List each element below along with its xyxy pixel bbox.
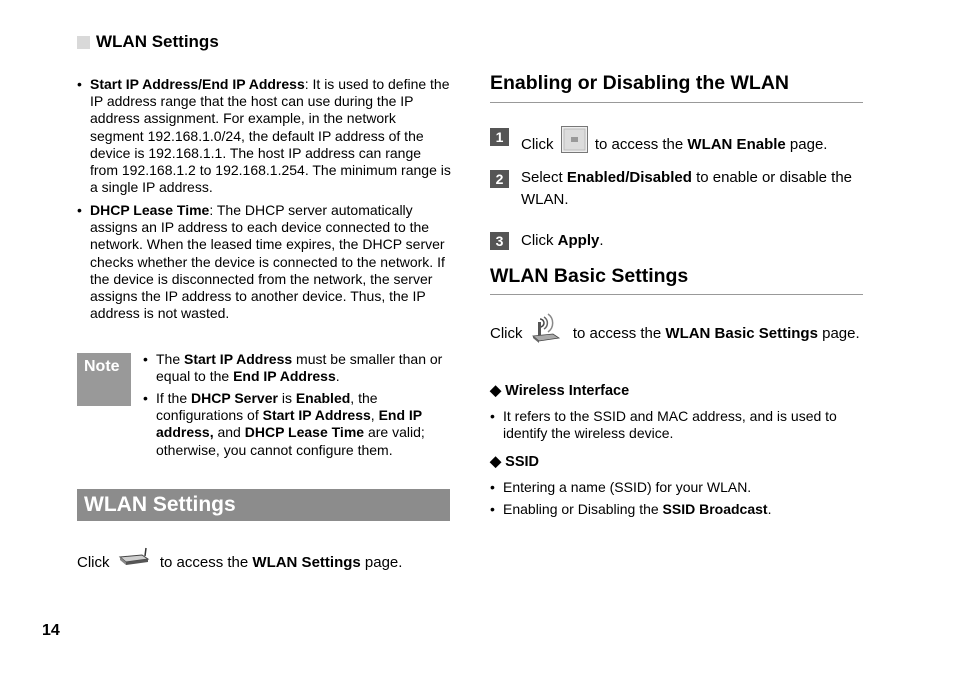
bullet-term: DHCP Lease Time bbox=[90, 202, 210, 218]
step-3 bbox=[521, 230, 604, 252]
wlan-settings-click-line bbox=[77, 547, 402, 571]
note-span: , the configurations of bbox=[156, 390, 378, 424]
bullet-bold: SSID Broadcast bbox=[662, 501, 768, 517]
note-span: must be smaller than or equal to the bbox=[156, 351, 443, 385]
note-bold: DHCP Lease Time bbox=[244, 424, 365, 441]
note-label: Note bbox=[77, 353, 131, 406]
note-bold: DHCP Server bbox=[191, 390, 278, 406]
note-item-2 bbox=[143, 390, 443, 459]
heading-divider bbox=[490, 102, 863, 103]
note-bold: End IP Address bbox=[233, 368, 336, 385]
header-marker-icon bbox=[77, 36, 90, 49]
subsection-title: SSID bbox=[505, 454, 539, 470]
click-text: Click bbox=[490, 325, 523, 342]
step-number: 1 bbox=[490, 128, 509, 146]
note-bold: Start IP Address bbox=[262, 407, 371, 424]
basic-click-line bbox=[490, 312, 862, 344]
enable-wlan-heading: Enabling or Disabling the WLAN bbox=[490, 72, 789, 94]
wlan-enable-icon[interactable] bbox=[561, 126, 588, 153]
wireless-interface-bullet bbox=[490, 408, 862, 442]
step-number: 2 bbox=[490, 170, 509, 188]
note-bold: Start IP Address bbox=[184, 351, 293, 367]
note-bold: End IP address, bbox=[156, 407, 422, 441]
bullet-span: . bbox=[767, 501, 772, 517]
section-header bbox=[77, 32, 219, 52]
bullet-term: Start IP Address/End IP Address bbox=[90, 76, 305, 92]
ssid-bullet-2 bbox=[490, 501, 862, 518]
note-span: and bbox=[213, 424, 245, 441]
note-text bbox=[143, 390, 443, 459]
bullet-start-end-ip bbox=[77, 76, 452, 196]
click-bold: WLAN Basic Settings bbox=[665, 325, 818, 342]
step-text: page. bbox=[785, 136, 828, 153]
click-text: to access the bbox=[159, 554, 253, 571]
note-bold: Enabled bbox=[295, 390, 351, 406]
click-text: to access the bbox=[572, 325, 666, 342]
step-text: Click bbox=[521, 232, 558, 249]
subsection-title: Wireless Interface bbox=[505, 383, 630, 399]
bullet-text bbox=[490, 501, 862, 518]
bullet-text: • Entering a name (SSID) for your WLAN. bbox=[490, 479, 862, 496]
wlan-basic-heading: WLAN Basic Settings bbox=[490, 265, 689, 287]
note-span: , bbox=[370, 407, 379, 424]
wireless-signal-icon[interactable] bbox=[531, 312, 565, 344]
diamond-icon: ◆ bbox=[490, 383, 502, 399]
heading-divider bbox=[490, 294, 863, 295]
bullet-dhcp-lease bbox=[77, 202, 452, 322]
step-number: 3 bbox=[490, 232, 509, 250]
header-title: WLAN Settings bbox=[96, 32, 219, 51]
step-bold: Apply bbox=[557, 232, 600, 249]
bullet-text: • It refers to the SSID and MAC address, and is used to identify the wireless device. bbox=[490, 408, 862, 442]
step-1 bbox=[521, 126, 827, 156]
step-2 bbox=[521, 167, 863, 211]
note-span: is bbox=[277, 390, 296, 406]
section-banner-title: WLAN Settings bbox=[77, 489, 450, 521]
step-text: . bbox=[599, 232, 604, 249]
ssid-title bbox=[490, 454, 539, 470]
note-span: are valid; otherwise, you cannot configure them. bbox=[156, 424, 425, 458]
click-text: page. bbox=[360, 554, 403, 571]
click-text: Click bbox=[77, 554, 110, 571]
note-span: . bbox=[335, 368, 340, 385]
ssid-bullet-1 bbox=[490, 479, 862, 496]
page-number: 14 bbox=[42, 622, 60, 639]
click-bold: WLAN Settings bbox=[252, 554, 361, 571]
note-item-1 bbox=[143, 351, 443, 385]
left-bullet-list bbox=[77, 76, 452, 196]
router-icon[interactable] bbox=[116, 547, 154, 571]
note-span: If the bbox=[156, 390, 192, 406]
note-span: The bbox=[156, 351, 185, 367]
bullet-text: : It is used to define the IP address range that the host can use during the IP address assignment. For example, in the network segment 192.168.1.0/24, the default IP address of the device is 192.168.1.1. The host IP address can range from 192.168.1.2 to 192.168.1.254. The minimum range is a single IP address. bbox=[90, 76, 451, 196]
diamond-icon: ◆ bbox=[490, 454, 502, 470]
note-text bbox=[143, 351, 443, 385]
step-bold: Enabled/Disabled bbox=[566, 169, 692, 186]
step-text: Select bbox=[521, 169, 567, 186]
bullet-span: Enabling or Disabling the bbox=[503, 501, 663, 517]
wireless-interface-title bbox=[490, 383, 629, 399]
click-text: page. bbox=[817, 325, 860, 342]
step-text: to access the bbox=[594, 136, 688, 153]
left-bullet-list-2 bbox=[77, 202, 452, 322]
bullet-text: : The DHCP server automatically assigns an IP address to each device connected to the network. When the leased time expires, the DHCP server checks whether the device is connected to the network. If the device is disconnected from the network, the server assigns the IP address to another device. Thus, the IP address is not wasted. bbox=[90, 202, 445, 322]
step-text: to enable or disable the WLAN. bbox=[521, 169, 853, 208]
step-text: Click bbox=[521, 136, 554, 153]
step-bold: WLAN Enable bbox=[687, 136, 786, 153]
